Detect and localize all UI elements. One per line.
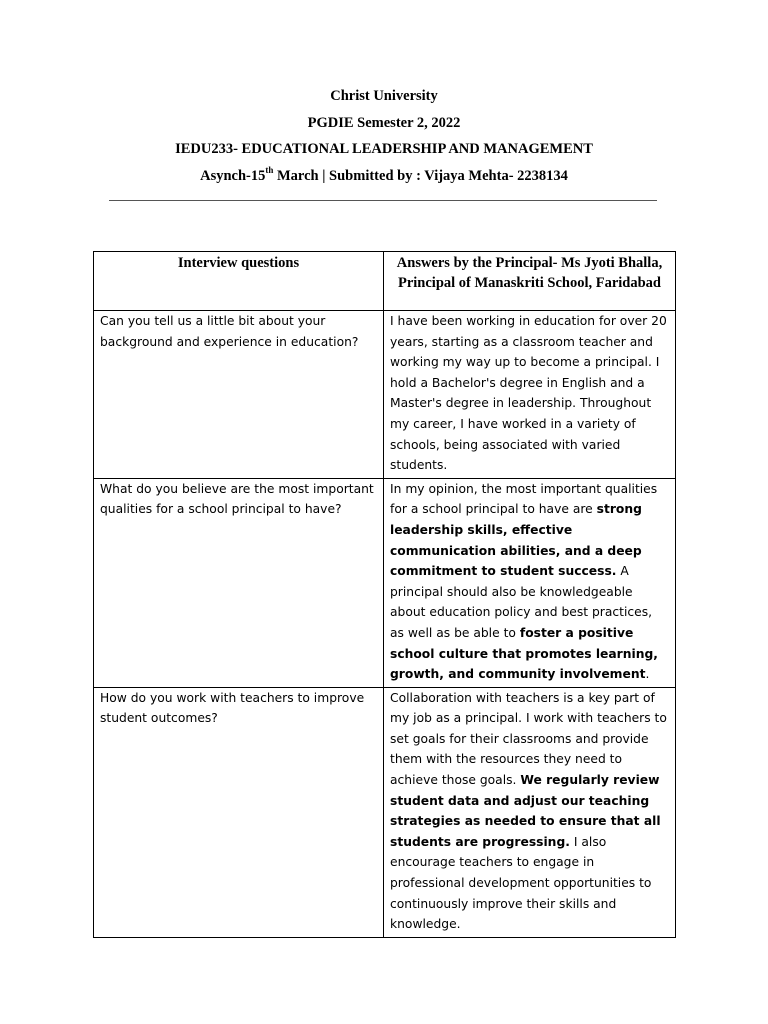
answers-column-header: Answers by the Principal- Ms Jyoti Bhalla, Principal of Manaskriti School, Faridabad xyxy=(384,252,676,311)
answer-text: I also encourage teachers to engage in professional development opportunities to continuously improve their skills and knowledge. xyxy=(390,834,652,932)
questions-column-header: Interview questions xyxy=(94,252,384,311)
interview-table xyxy=(93,251,676,938)
submission-line xyxy=(0,166,768,193)
answer-text: I have been working in education for over 20 years, starting as a classroom teacher and working my way up to become a principal. I hold a Bachelor's degree in English and a Master's degree in leadership. Throughout my career, I have worked in a variety of schools, being associated with varied students. xyxy=(390,314,667,473)
university-title: Christ University xyxy=(330,88,438,104)
answer-emphasis: We regularly review student data and adjust our teaching strategies as needed to ensure that all students are progressing. xyxy=(390,773,661,849)
table-body xyxy=(94,311,676,938)
table-row xyxy=(94,311,676,479)
question-cell: How do you work with teachers to improve student outcomes? xyxy=(94,687,384,937)
answer-text: . xyxy=(645,667,650,682)
question-cell: What do you believe are the most important qualities for a school principal to have? xyxy=(94,478,384,687)
table-row xyxy=(94,687,676,937)
course-title: IEDU233- EDUCATIONAL LEADERSHIP AND MANAGEMENT xyxy=(175,141,593,157)
answer-text: A principal should also be knowledgeable about education policy and best practices, as well as be able to xyxy=(390,564,653,640)
submission-prefix: Asynch-15 xyxy=(200,167,266,184)
submission-details: March | Submitted by : Vijaya Mehta- 2238134 xyxy=(273,167,568,184)
answer-cell xyxy=(384,687,676,937)
answer-cell xyxy=(384,311,676,479)
question-cell: Can you tell us a little bit about your background and experience in education? xyxy=(94,311,384,479)
program-title: PGDIE Semester 2, 2022 xyxy=(307,114,461,131)
answer-cell xyxy=(384,478,676,687)
submission-superscript: th xyxy=(265,164,274,175)
table-header-row xyxy=(94,252,676,311)
answer-emphasis: strong leadership skills, effective communication abilities, and a deep commitment to student success. xyxy=(390,502,642,579)
document-header xyxy=(0,86,768,192)
header-divider xyxy=(109,200,657,201)
answer-emphasis: foster a positive school culture that promotes learning, growth, and community involvement xyxy=(390,625,658,682)
table-row xyxy=(94,478,676,687)
answer-text: Collaboration with teachers is a key part of my job as a principal. I work with teachers to set goals for their classrooms and provide them with the resources they need to achieve those goals. xyxy=(390,690,667,788)
answer-text: In my opinion, the most important qualities for a school principal to have are xyxy=(390,481,658,517)
